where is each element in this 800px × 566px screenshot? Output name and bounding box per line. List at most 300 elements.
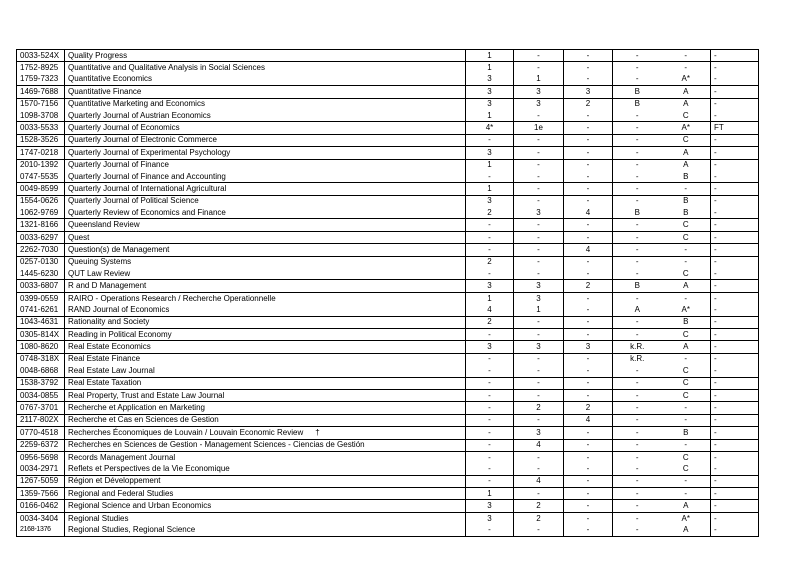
ft-list-cell: - (711, 183, 759, 195)
rank-cell-4: B (613, 207, 662, 219)
rank-cell-2: - (514, 231, 564, 243)
journal-title: Recherches Économiques de Louvain / Louvain Economic Review (68, 427, 304, 437)
journal-title: Regional Studies, Regional Science (68, 524, 196, 534)
journal-title: Quarterly Journal of Finance (68, 160, 169, 170)
rank-cell-5: A* (681, 304, 690, 314)
rank-cell-4: k.R. (613, 341, 662, 353)
rank-cell-5: C (662, 451, 711, 463)
rank-cell-5: C (682, 365, 689, 375)
journal-title-cell (65, 244, 466, 256)
rank-cell-1: - (466, 524, 514, 536)
rank-cell-1: 1 (466, 62, 514, 74)
ft-list-cell: - (711, 500, 759, 512)
journal-title-cell (65, 427, 466, 439)
issn-cell: 0033-524X (17, 50, 65, 62)
rank-cell-4: - (613, 268, 662, 280)
journal-title-cell (65, 328, 466, 340)
journal-title: Quantitative Marketing and Economics (68, 99, 205, 109)
rank-cell-5: - (662, 402, 711, 414)
rank-cell-5: A (662, 341, 711, 353)
rank-cell-2: - (514, 268, 564, 280)
journal-title: Quarterly Journal of Experimental Psychology (68, 147, 231, 157)
table-row (17, 74, 759, 86)
rank-cell-5: - (662, 475, 711, 487)
ft-list-cell: - (711, 110, 759, 122)
journal-title-cell (65, 341, 466, 353)
rank-cell-4: - (613, 110, 662, 122)
rank-cell-2: - (514, 389, 564, 401)
rank-cell-1: - (466, 414, 514, 426)
rank-cell-5: A* (662, 512, 711, 524)
journal-title: Recherches en Sciences de Gestion - Management Sciences - Ciencias de Gestión (68, 440, 365, 450)
issn-cell: 0767-3701 (17, 402, 65, 414)
rank-cell-5: - (662, 256, 711, 268)
rank-cell-1: - (466, 171, 514, 183)
table-row (17, 147, 759, 159)
rank-cell-1: 4 (466, 304, 514, 316)
rank-cell-1: - (466, 231, 514, 243)
rank-cell-5: A* (681, 74, 690, 84)
rank-cell-2: 3 (514, 207, 564, 219)
journal-title-cell (65, 377, 466, 389)
rank-cell-4: - (613, 451, 662, 463)
rank-cell-5: C (662, 328, 711, 340)
issn-cell: 1321-8166 (17, 219, 65, 231)
rank-cell-3: - (564, 110, 613, 122)
journal-title-cell (65, 219, 466, 231)
rank-cell-5: - (662, 183, 711, 195)
ft-list-cell: - (711, 365, 759, 377)
table-row (17, 316, 759, 328)
rank-cell-1: - (466, 451, 514, 463)
rank-cell-5: C (662, 231, 711, 243)
table-row (17, 256, 759, 268)
rank-cell-2: - (514, 244, 564, 256)
rank-cell-1: 3 (466, 86, 514, 98)
ft-list-cell: - (711, 244, 759, 256)
rank-cell-1: 1 (466, 50, 514, 62)
rank-cell-2: - (514, 50, 564, 62)
rank-cell-3: - (564, 500, 613, 512)
rank-cell-2: - (514, 524, 564, 536)
rank-cell-5: A* (662, 122, 711, 134)
table-row (17, 171, 759, 183)
table-row (17, 195, 759, 207)
rank-cell-2: - (514, 377, 564, 389)
journal-title-cell (65, 159, 466, 171)
rank-cell-2: 3 (514, 427, 564, 439)
rank-cell-5: A (683, 524, 689, 534)
issn-cell: 2168-1376 (17, 524, 65, 536)
journal-title: Quarterly Review of Economics and Finance (68, 207, 226, 217)
rank-cell-2: - (514, 316, 564, 328)
rank-cell-5: - (662, 292, 711, 304)
issn-cell: 0399-0559 (17, 292, 65, 304)
rank-cell-5: C (662, 219, 711, 231)
rank-cell-4: - (613, 475, 662, 487)
rank-cell-2: - (514, 328, 564, 340)
journal-title: R and D Management (68, 281, 147, 291)
rank-cell-3: - (564, 256, 613, 268)
ft-list-cell: - (711, 377, 759, 389)
journal-title: Recherche et Cas en Sciences de Gestion (68, 415, 219, 425)
rank-cell-5: - (662, 414, 711, 426)
issn-cell: 0048-6868 (17, 365, 65, 377)
journal-title-cell (65, 74, 466, 86)
rank-cell-5: - (662, 488, 711, 500)
rank-cell-4: - (613, 365, 662, 377)
rank-cell-3: - (564, 219, 613, 231)
rank-cell-4: - (613, 328, 662, 340)
table-body (17, 50, 759, 537)
journal-title-cell (65, 304, 466, 316)
rank-cell-1: 1 (466, 292, 514, 304)
journal-title: Quarterly Journal of Electronic Commerce (68, 135, 217, 145)
journal-title: QUT Law Review (68, 268, 131, 278)
table-row (17, 475, 759, 487)
journal-title-cell (65, 110, 466, 122)
journal-title: Real Estate Finance (68, 354, 141, 364)
rank-cell-4: - (613, 500, 662, 512)
rank-cell-3: - (564, 171, 613, 183)
rank-cell-1: - (466, 268, 514, 280)
rank-cell-5: C (662, 134, 711, 146)
ft-list-cell: - (711, 159, 759, 171)
rank-cell-4: - (613, 414, 662, 426)
issn-cell: 0034-3404 (17, 512, 65, 524)
journal-title-cell (65, 463, 466, 475)
rank-cell-1: - (466, 134, 514, 146)
rank-cell-3: 3 (564, 341, 613, 353)
rank-cell-3: - (564, 134, 613, 146)
table-row (17, 414, 759, 426)
rank-cell-4: - (613, 402, 662, 414)
journal-title: Quantitative Economics (68, 74, 153, 84)
issn-cell: 0305-814X (17, 328, 65, 340)
rank-cell-3: 2 (564, 98, 613, 110)
table-row (17, 377, 759, 389)
journal-title-cell (65, 134, 466, 146)
table-row (17, 183, 759, 195)
rank-cell-1: 3 (466, 500, 514, 512)
table-row (17, 427, 759, 439)
journal-title-cell (65, 231, 466, 243)
journal-title: Real Estate Taxation (68, 378, 142, 388)
rank-cell-2: - (514, 171, 564, 183)
ft-list-cell: - (711, 353, 759, 365)
rank-cell-4: A (613, 304, 662, 316)
rank-cell-4: - (613, 524, 662, 536)
rank-cell-3: - (564, 147, 613, 159)
rank-cell-3: - (564, 365, 613, 377)
table-row (17, 244, 759, 256)
rank-cell-4: - (613, 159, 662, 171)
journal-title: Reflets et Perspectives de la Vie Economique (68, 463, 230, 473)
rank-cell-3: - (564, 451, 613, 463)
rank-cell-1: - (466, 402, 514, 414)
issn-cell: 2259-6372 (17, 439, 65, 451)
journal-title: Quarterly Journal of Political Science (68, 196, 199, 206)
issn-cell: 1267-5059 (17, 475, 65, 487)
table-row (17, 122, 759, 134)
table-row (17, 365, 759, 377)
journal-title: Quarterly Journal of Austrian Economics (68, 110, 211, 120)
issn-cell: 0956-5698 (17, 451, 65, 463)
rank-cell-5: B (683, 207, 689, 217)
issn-cell: 1062-9769 (17, 207, 65, 219)
journal-title-cell (65, 122, 466, 134)
rank-cell-1: 2 (466, 316, 514, 328)
rank-cell-4: B (613, 280, 662, 292)
journal-title: Reading in Political Economy (68, 329, 172, 339)
rank-cell-4: - (613, 389, 662, 401)
issn-cell: 0747-5535 (17, 171, 65, 183)
rank-cell-2: 1 (514, 304, 564, 316)
rank-cell-3: - (564, 512, 613, 524)
journal-title-cell (65, 316, 466, 328)
rank-cell-2: - (514, 195, 564, 207)
journal-title: Question(s) de Management (68, 244, 170, 254)
rank-cell-5: C (682, 268, 689, 278)
journal-title-cell (65, 98, 466, 110)
table-row (17, 110, 759, 122)
rank-cell-3: 2 (564, 402, 613, 414)
ft-list-cell: - (711, 389, 759, 401)
rank-cell-3: 4 (564, 244, 613, 256)
rank-cell-4: - (613, 231, 662, 243)
rank-cell-4: - (613, 122, 662, 134)
rank-cell-1: 3 (466, 341, 514, 353)
rank-cell-1: - (466, 377, 514, 389)
table-row (17, 159, 759, 171)
table-row (17, 304, 759, 316)
journal-title: Quarterly Journal of Finance and Accounting (68, 171, 226, 181)
rank-cell-3: 2 (564, 280, 613, 292)
rank-cell-5: B (662, 195, 711, 207)
rank-cell-1: - (466, 439, 514, 451)
journal-title: Quest (68, 232, 90, 242)
rank-cell-1: 4* (466, 122, 514, 134)
rank-cell-5: A (662, 159, 711, 171)
rank-cell-2: 4 (514, 439, 564, 451)
rank-cell-5: B (662, 427, 711, 439)
journal-title-cell (65, 207, 466, 219)
journal-title-cell (65, 524, 466, 536)
ft-list-cell: - (711, 402, 759, 414)
journal-title: Quantitative Finance (68, 86, 142, 96)
issn-cell: 0166-0462 (17, 500, 65, 512)
rank-cell-2: 1e (514, 122, 564, 134)
rank-cell-2: 2 (514, 512, 564, 524)
issn-cell: 0770-4518 (17, 427, 65, 439)
rank-cell-5: A (662, 98, 711, 110)
rank-cell-3: - (564, 304, 613, 316)
table-row (17, 341, 759, 353)
rank-cell-4: - (613, 50, 662, 62)
rank-cell-1: 3 (466, 195, 514, 207)
rank-cell-5: A (662, 147, 711, 159)
issn-cell: 1043-4631 (17, 316, 65, 328)
rank-cell-2: - (514, 414, 564, 426)
rank-cell-2: - (514, 256, 564, 268)
rank-cell-4: - (613, 219, 662, 231)
rank-cell-2: - (514, 488, 564, 500)
rank-cell-4: - (613, 62, 662, 74)
ft-list-cell: - (711, 98, 759, 110)
rank-cell-3: - (564, 183, 613, 195)
rank-cell-2: 3 (514, 341, 564, 353)
rank-cell-2: - (514, 62, 564, 74)
issn-cell: 1759-7323 (17, 74, 65, 86)
rank-cell-4: - (613, 74, 662, 86)
rank-cell-2: 3 (514, 292, 564, 304)
issn-cell: 0741-6261 (17, 304, 65, 316)
issn-cell: 1359-7566 (17, 488, 65, 500)
issn-cell: 0034-0855 (17, 389, 65, 401)
rank-cell-3: - (564, 195, 613, 207)
table-row (17, 463, 759, 475)
table-row (17, 62, 759, 74)
rank-cell-1: 2 (466, 207, 514, 219)
rank-cell-1: - (466, 475, 514, 487)
table-row (17, 219, 759, 231)
rank-cell-4: - (613, 256, 662, 268)
journal-title-cell (65, 365, 466, 377)
journal-title-cell (65, 389, 466, 401)
rank-cell-5: - (662, 353, 711, 365)
rank-cell-3: 4 (564, 207, 613, 219)
table-row (17, 500, 759, 512)
rank-cell-5: C (662, 377, 711, 389)
ft-list-cell: - (711, 475, 759, 487)
rank-cell-4: - (613, 439, 662, 451)
ft-list-cell: - (711, 488, 759, 500)
journal-title: Rationality and Society (68, 317, 150, 327)
rank-cell-2: - (514, 365, 564, 377)
rank-cell-5: - (662, 244, 711, 256)
ft-list-cell: - (711, 439, 759, 451)
rank-cell-3: - (564, 159, 613, 171)
journal-title-cell (65, 439, 466, 451)
rank-cell-4: - (613, 183, 662, 195)
ft-list-cell: - (711, 451, 759, 463)
table-row (17, 231, 759, 243)
ft-list-cell: - (711, 341, 759, 353)
ft-list-cell: - (711, 195, 759, 207)
journal-title-cell (65, 86, 466, 98)
issn-cell: 0049-8599 (17, 183, 65, 195)
table-row (17, 268, 759, 280)
rank-cell-3: - (564, 50, 613, 62)
ft-list-cell: - (711, 268, 759, 280)
rank-cell-3: - (564, 231, 613, 243)
issn-cell: 1752-8925 (17, 62, 65, 74)
dagger-mark: † (315, 427, 320, 437)
rank-cell-1: 3 (466, 280, 514, 292)
journal-title-cell (65, 195, 466, 207)
ft-list-cell: - (711, 427, 759, 439)
ft-list-cell: - (711, 50, 759, 62)
rank-cell-1: - (466, 427, 514, 439)
ft-list-cell: - (711, 524, 759, 536)
table-row (17, 328, 759, 340)
ft-list-cell: - (711, 256, 759, 268)
rank-cell-3: - (564, 316, 613, 328)
journal-title-cell (65, 280, 466, 292)
journal-title: Queensland Review (68, 220, 140, 230)
rank-cell-5: A (662, 500, 711, 512)
rank-cell-5: A (662, 280, 711, 292)
issn-cell: 1554-0626 (17, 195, 65, 207)
table-row (17, 207, 759, 219)
rank-cell-2: 3 (514, 86, 564, 98)
journal-title-cell (65, 147, 466, 159)
issn-cell: 2262-7030 (17, 244, 65, 256)
rank-cell-3: - (564, 328, 613, 340)
journal-title: Quarterly Journal of Economics (68, 123, 180, 133)
ft-list-cell: - (711, 134, 759, 146)
rank-cell-1: - (466, 463, 514, 475)
rank-cell-5: A (662, 86, 711, 98)
rank-cell-3: - (564, 122, 613, 134)
table-row (17, 488, 759, 500)
ft-list-cell: - (711, 171, 759, 183)
rank-cell-2: - (514, 159, 564, 171)
journal-title: RAND Journal of Economics (68, 304, 170, 314)
journal-title-cell (65, 183, 466, 195)
journal-ranking-table (16, 49, 759, 537)
rank-cell-1: 3 (466, 512, 514, 524)
issn-cell: 1098-3708 (17, 110, 65, 122)
rank-cell-1: 1 (466, 488, 514, 500)
rank-cell-3: - (564, 427, 613, 439)
rank-cell-3: 3 (564, 86, 613, 98)
issn-cell: 1445-6230 (17, 268, 65, 280)
rank-cell-4: - (613, 171, 662, 183)
rank-cell-1: - (466, 365, 514, 377)
ft-list-cell: - (711, 316, 759, 328)
rank-cell-2: - (514, 110, 564, 122)
journal-title: Records Management Journal (68, 452, 176, 462)
journal-title: Regional and Federal Studies (68, 488, 174, 498)
rank-cell-2: 2 (514, 500, 564, 512)
issn-cell: 1747-0218 (17, 147, 65, 159)
rank-cell-2: - (514, 183, 564, 195)
issn-cell: 0033-6297 (17, 231, 65, 243)
rank-cell-4: - (613, 244, 662, 256)
journal-title-cell (65, 292, 466, 304)
journal-title-cell (65, 353, 466, 365)
table-row (17, 50, 759, 62)
rank-cell-1: 3 (466, 98, 514, 110)
rank-cell-5: B (662, 316, 711, 328)
rank-cell-4: - (613, 488, 662, 500)
journal-title: RAIRO - Operations Research / Recherche Operationnelle (68, 293, 276, 303)
journal-title: Regional Studies (68, 513, 129, 523)
rank-cell-3: - (564, 268, 613, 280)
rank-cell-2: - (514, 134, 564, 146)
journal-title-cell (65, 62, 466, 74)
table-row (17, 292, 759, 304)
rank-cell-5: - (662, 50, 711, 62)
rank-cell-4: B (613, 86, 662, 98)
rank-cell-2: - (514, 147, 564, 159)
journal-title: Région et Développement (68, 476, 161, 486)
table-row (17, 86, 759, 98)
rank-cell-1: - (466, 328, 514, 340)
table-row (17, 512, 759, 524)
issn-cell: 2117-802X (17, 414, 65, 426)
